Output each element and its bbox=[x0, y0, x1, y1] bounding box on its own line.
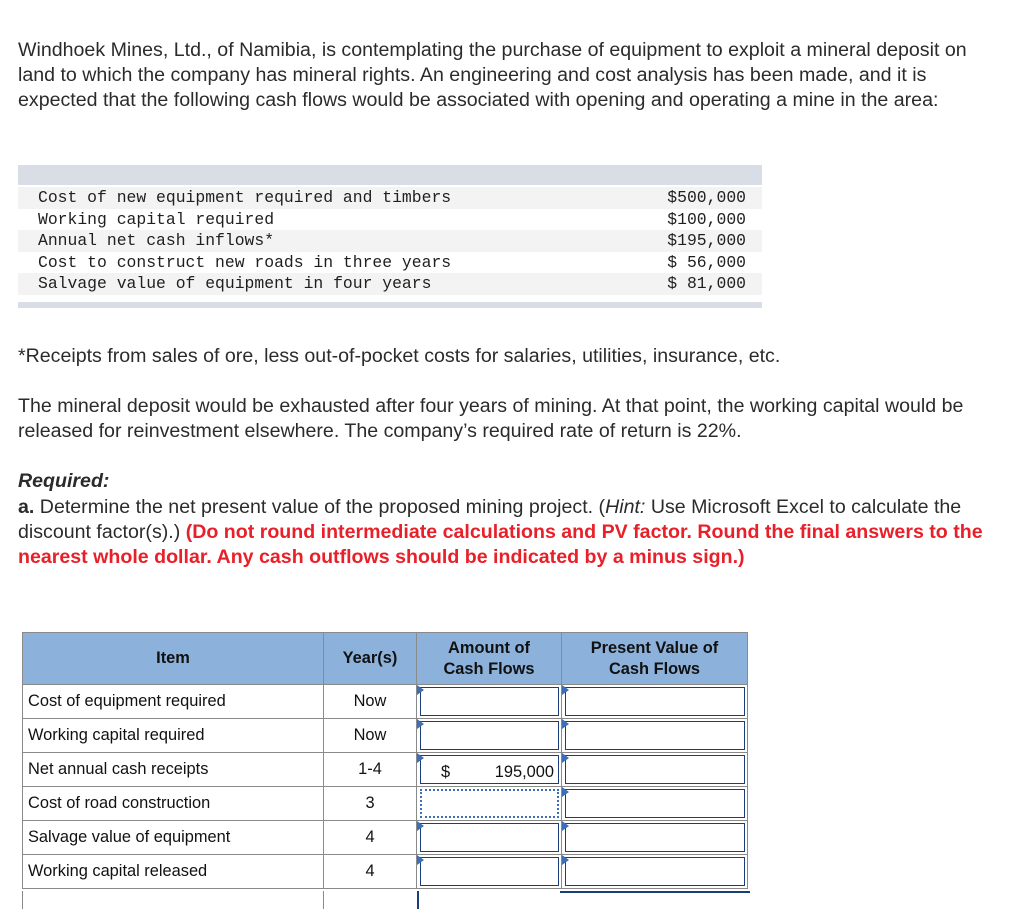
list-item-label: Working capital required bbox=[38, 209, 275, 229]
header-item: Item bbox=[23, 633, 324, 685]
table-row bbox=[23, 685, 748, 719]
list-item bbox=[18, 273, 762, 295]
row-item: Cost of equipment required bbox=[23, 685, 324, 719]
table-row bbox=[23, 719, 748, 753]
list-item-value: $500,000 bbox=[667, 188, 746, 207]
input-marker-icon bbox=[417, 719, 424, 729]
present-value-input[interactable] bbox=[565, 789, 745, 818]
input-marker-icon bbox=[562, 753, 569, 763]
amount-cell bbox=[417, 685, 562, 719]
input-marker-icon bbox=[417, 821, 424, 831]
requirement-a bbox=[18, 495, 1018, 570]
row-item: Working capital required bbox=[23, 719, 324, 753]
requirement-text-2: Use Microsoft Excel to calculate the discount factor(s).) bbox=[18, 496, 962, 543]
input-marker-icon bbox=[417, 753, 424, 763]
list-item-label: Salvage value of equipment in four years bbox=[38, 274, 432, 293]
present-value-input[interactable] bbox=[565, 823, 745, 852]
pv-cell bbox=[562, 787, 748, 821]
input-marker-icon bbox=[562, 787, 569, 797]
row-item: Working capital released bbox=[23, 855, 324, 889]
header-years: Year(s) bbox=[324, 633, 417, 685]
hint-label: Hint: bbox=[605, 496, 646, 518]
table-row bbox=[23, 753, 748, 787]
row-year: 3 bbox=[324, 787, 417, 821]
amount-cell bbox=[417, 821, 562, 855]
header-amount-line-2: Cash Flows bbox=[443, 659, 535, 678]
row-item: Cost of road construction bbox=[23, 787, 324, 821]
problem-intro: Windhoek Mines, Ltd., of Namibia, is contemplating the purchase of equipment to exploit a mineral deposit on land to which the company has mineral rights. An engineering and cost analysis has been made, and it is expected that the following cash flows would be associated with opening and operating a mine in the area: bbox=[18, 39, 967, 111]
list-item bbox=[18, 209, 762, 231]
list-item-label: Cost of new equipment required and timbers bbox=[38, 188, 452, 207]
row-year: 4 bbox=[324, 855, 417, 889]
row-item: Salvage value of equipment bbox=[23, 821, 324, 855]
row-year: Now bbox=[324, 719, 417, 753]
list-top-band bbox=[18, 165, 762, 185]
list-item-value: $ 81,000 bbox=[667, 274, 746, 293]
amount-input[interactable] bbox=[420, 755, 559, 784]
part-label: a. bbox=[18, 496, 35, 518]
input-marker-icon bbox=[417, 685, 424, 695]
list-item-value: $100,000 bbox=[667, 209, 746, 229]
list-item-label: Cost to construct new roads in three years bbox=[38, 252, 452, 272]
header-pv-line-2: Cash Flows bbox=[608, 659, 701, 678]
header-amount-line-1: Amount of bbox=[448, 638, 530, 657]
present-value-input[interactable] bbox=[565, 755, 745, 784]
list-bottom-band bbox=[18, 302, 762, 308]
amount-input[interactable] bbox=[420, 823, 559, 852]
next-row-cutoff bbox=[22, 891, 750, 909]
pv-cell bbox=[562, 685, 748, 719]
header-amount bbox=[417, 633, 562, 685]
footnote: *Receipts from sales of ore, less out-of-pocket costs for salaries, utilities, insurance, etc. bbox=[18, 345, 781, 367]
pv-cell bbox=[562, 753, 748, 787]
present-value-input[interactable] bbox=[565, 721, 745, 750]
input-marker-icon bbox=[562, 821, 569, 831]
row-item: Net annual cash receipts bbox=[23, 753, 324, 787]
input-marker-icon bbox=[417, 855, 424, 865]
input-marker-icon bbox=[562, 685, 569, 695]
mineral-paragraph: The mineral deposit would be exhausted after four years of mining. At that point, the working capital would be released for reinvestment elsewhere. The company’s required rate of return is 22%. bbox=[18, 395, 964, 442]
amount-input[interactable] bbox=[420, 687, 559, 716]
list-item bbox=[18, 187, 762, 209]
row-year: 1-4 bbox=[324, 753, 417, 787]
cash-flow-list bbox=[18, 165, 762, 308]
list-item-value: $195,000 bbox=[667, 231, 746, 250]
table-row bbox=[23, 821, 748, 855]
currency-symbol: $ bbox=[441, 763, 451, 781]
pv-cell bbox=[562, 821, 748, 855]
input-marker-icon bbox=[562, 855, 569, 865]
header-pv-line-1: Present Value of bbox=[590, 638, 719, 657]
pv-cell bbox=[562, 855, 748, 889]
list-item-value: $ 56,000 bbox=[667, 252, 746, 272]
required-heading: Required: bbox=[18, 470, 110, 492]
list-item-label: Annual net cash inflows* bbox=[38, 231, 275, 250]
row-year: 4 bbox=[324, 821, 417, 855]
amount-value: 195,000 bbox=[494, 763, 554, 781]
header-present-value bbox=[562, 633, 748, 685]
table-row bbox=[23, 787, 748, 821]
npv-table bbox=[22, 632, 748, 889]
input-marker-icon bbox=[562, 719, 569, 729]
present-value-input[interactable] bbox=[565, 857, 745, 886]
amount-cell bbox=[417, 719, 562, 753]
amount-input[interactable] bbox=[420, 721, 559, 750]
amount-cell bbox=[417, 753, 562, 787]
list-item bbox=[18, 230, 762, 252]
amount-cell bbox=[417, 787, 562, 821]
present-value-input[interactable] bbox=[565, 687, 745, 716]
rounding-instruction: (Do not round intermediate calculations and PV factor. Round the final answers to the nearest whole dollar. Any cash outflows should be indicated by a minus sign.) bbox=[18, 521, 983, 568]
list-item bbox=[18, 252, 762, 274]
requirement-text-1: Determine the net present value of the proposed mining project. ( bbox=[39, 496, 606, 518]
amount-cell bbox=[417, 855, 562, 889]
amount-input-focused[interactable] bbox=[420, 789, 559, 818]
amount-input[interactable] bbox=[420, 857, 559, 886]
table-row bbox=[23, 855, 748, 889]
row-year: Now bbox=[324, 685, 417, 719]
table-header-row bbox=[23, 633, 748, 685]
pv-cell bbox=[562, 719, 748, 753]
